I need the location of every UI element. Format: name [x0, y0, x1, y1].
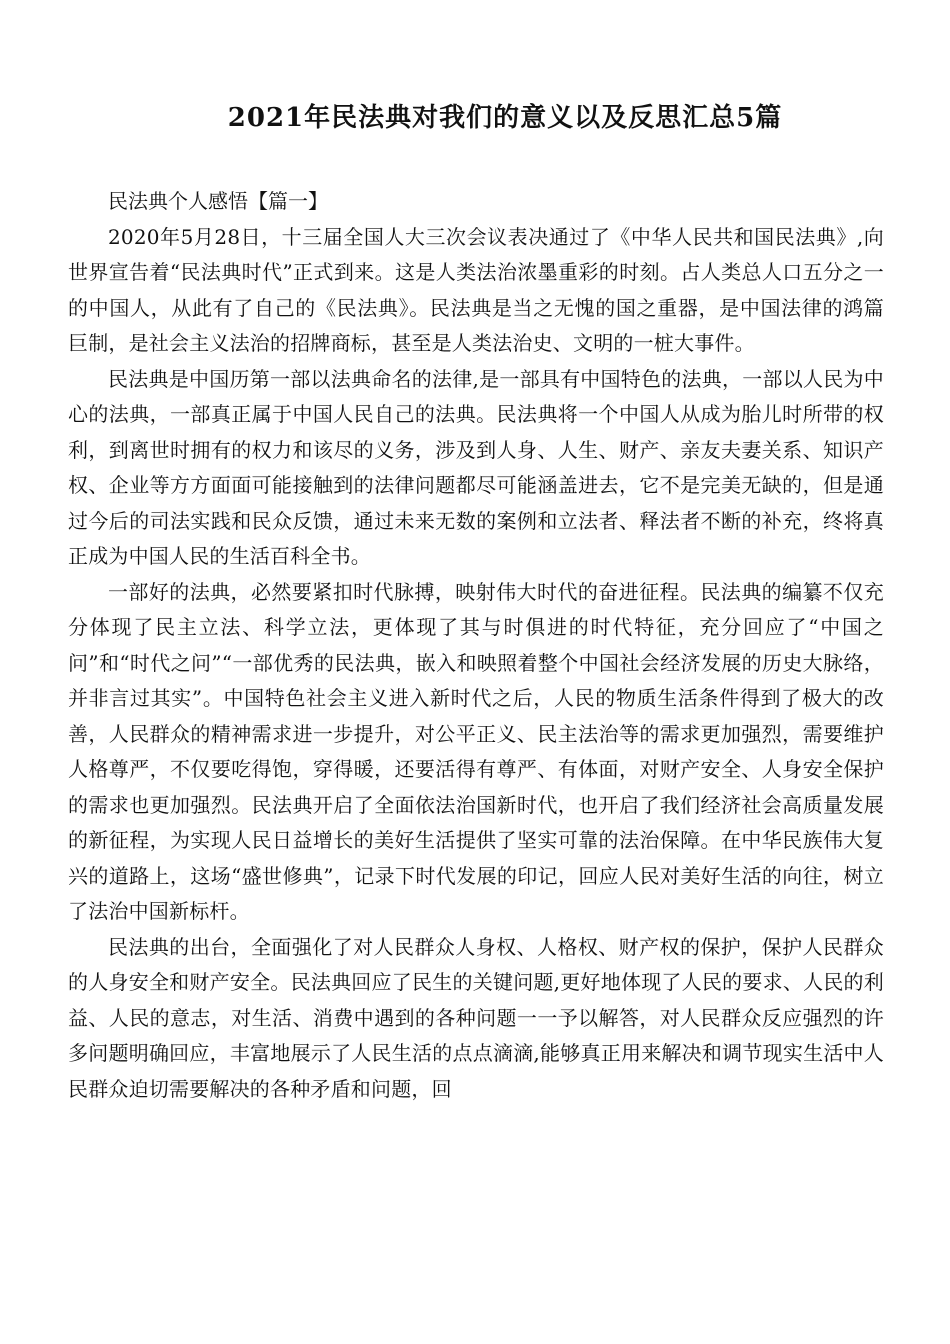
- document-title: 2021年民法典对我们的意义以及反思汇总5篇: [227, 103, 783, 133]
- section-heading: 民法典个人感悟【篇一】: [108, 189, 328, 213]
- paragraph-2: 民法典是中国历第一部以法典命名的法律,是一部具有中国特色的法典，一部以人民为中心的法典，一部真正属于中国人民自己的法典。民法典将一个中国人从成为胎儿时所带的权利，到离世时拥有的权力和该尽的义务，涉及到人身、人生、财产、亲友夫妻关系、知识产权、企业等方方面面可能接触到的法律问题都尽可能涵盖进去，它不是完美无缺的，但是通过今后的司法实践和民众反馈，通过未来无数的案例和立法者、释法者不断的补充，终将真正成为中国人民的生活百科全书。: [68, 366, 884, 568]
- paragraph-3: 一部好的法典，必然要紧扣时代脉搏，映射伟大时代的奋进征程。民法典的编纂不仅充分体现了民主立法、科学立法，更体现了其与时俱进的时代特征，充分回应了“中国之问”和“时代之问”“一部优秀的民法典，嵌入和映照着整个中国社会经济发展的历史大脉络，并非言过其实”。中国特色社会主义进入新时代之后，人民的物质生活条件得到了极大的改善，人民群众的精神需求进一步提升，对公平正义、民主法治等的需求更加强烈，需要维护人格尊严，不仅要吃得饱，穿得暖，还要活得有尊严、有体面，对财产安全、人身安全保护的需求也更加强烈。民法典开启了全面依法治国新时代，也开启了我们经济社会高质量发展的新征程，为实现人民日益增长的美好生活提供了坚实可靠的法治保障。在中华民族伟大复兴的道路上，这场“盛世修典”，记录下时代发展的印记，回应人民对美好生活的向往，树立了法治中国新标杆。: [68, 579, 884, 923]
- document-body: [68, 184, 884, 1107]
- paragraph-4: 民法典的出台，全面强化了对人民群众人身权、人格权、财产权的保护，保护人民群众的人身安全和财产安全。民法典回应了民生的关键问题,更好地体现了人民的要求、人民的利益、人民的意志，对生活、消费中遇到的各种问题一一予以解答，对人民群众反应强烈的许多问题明确回应，丰富地展示了人民生活的点点滴滴,能够真正用来解决和调节现实生活中人民群众迫切需要解决的各种矛盾和问题，回: [68, 934, 884, 1101]
- paragraph-1: 2020年5月28日，十三届全国人大三次会议表决通过了《中华人民共和国民法典》,向世界宣告着“民法典时代”正式到来。这是人类法治浓墨重彩的时刻。占人类总人口五分之一的中国人，从此有了自己的《民法典》。民法典是当之无愧的国之重器，是中国法律的鸿篇巨制，是社会主义法治的招牌商标，甚至是人类法治史、文明的一桩大事件。: [68, 224, 884, 355]
